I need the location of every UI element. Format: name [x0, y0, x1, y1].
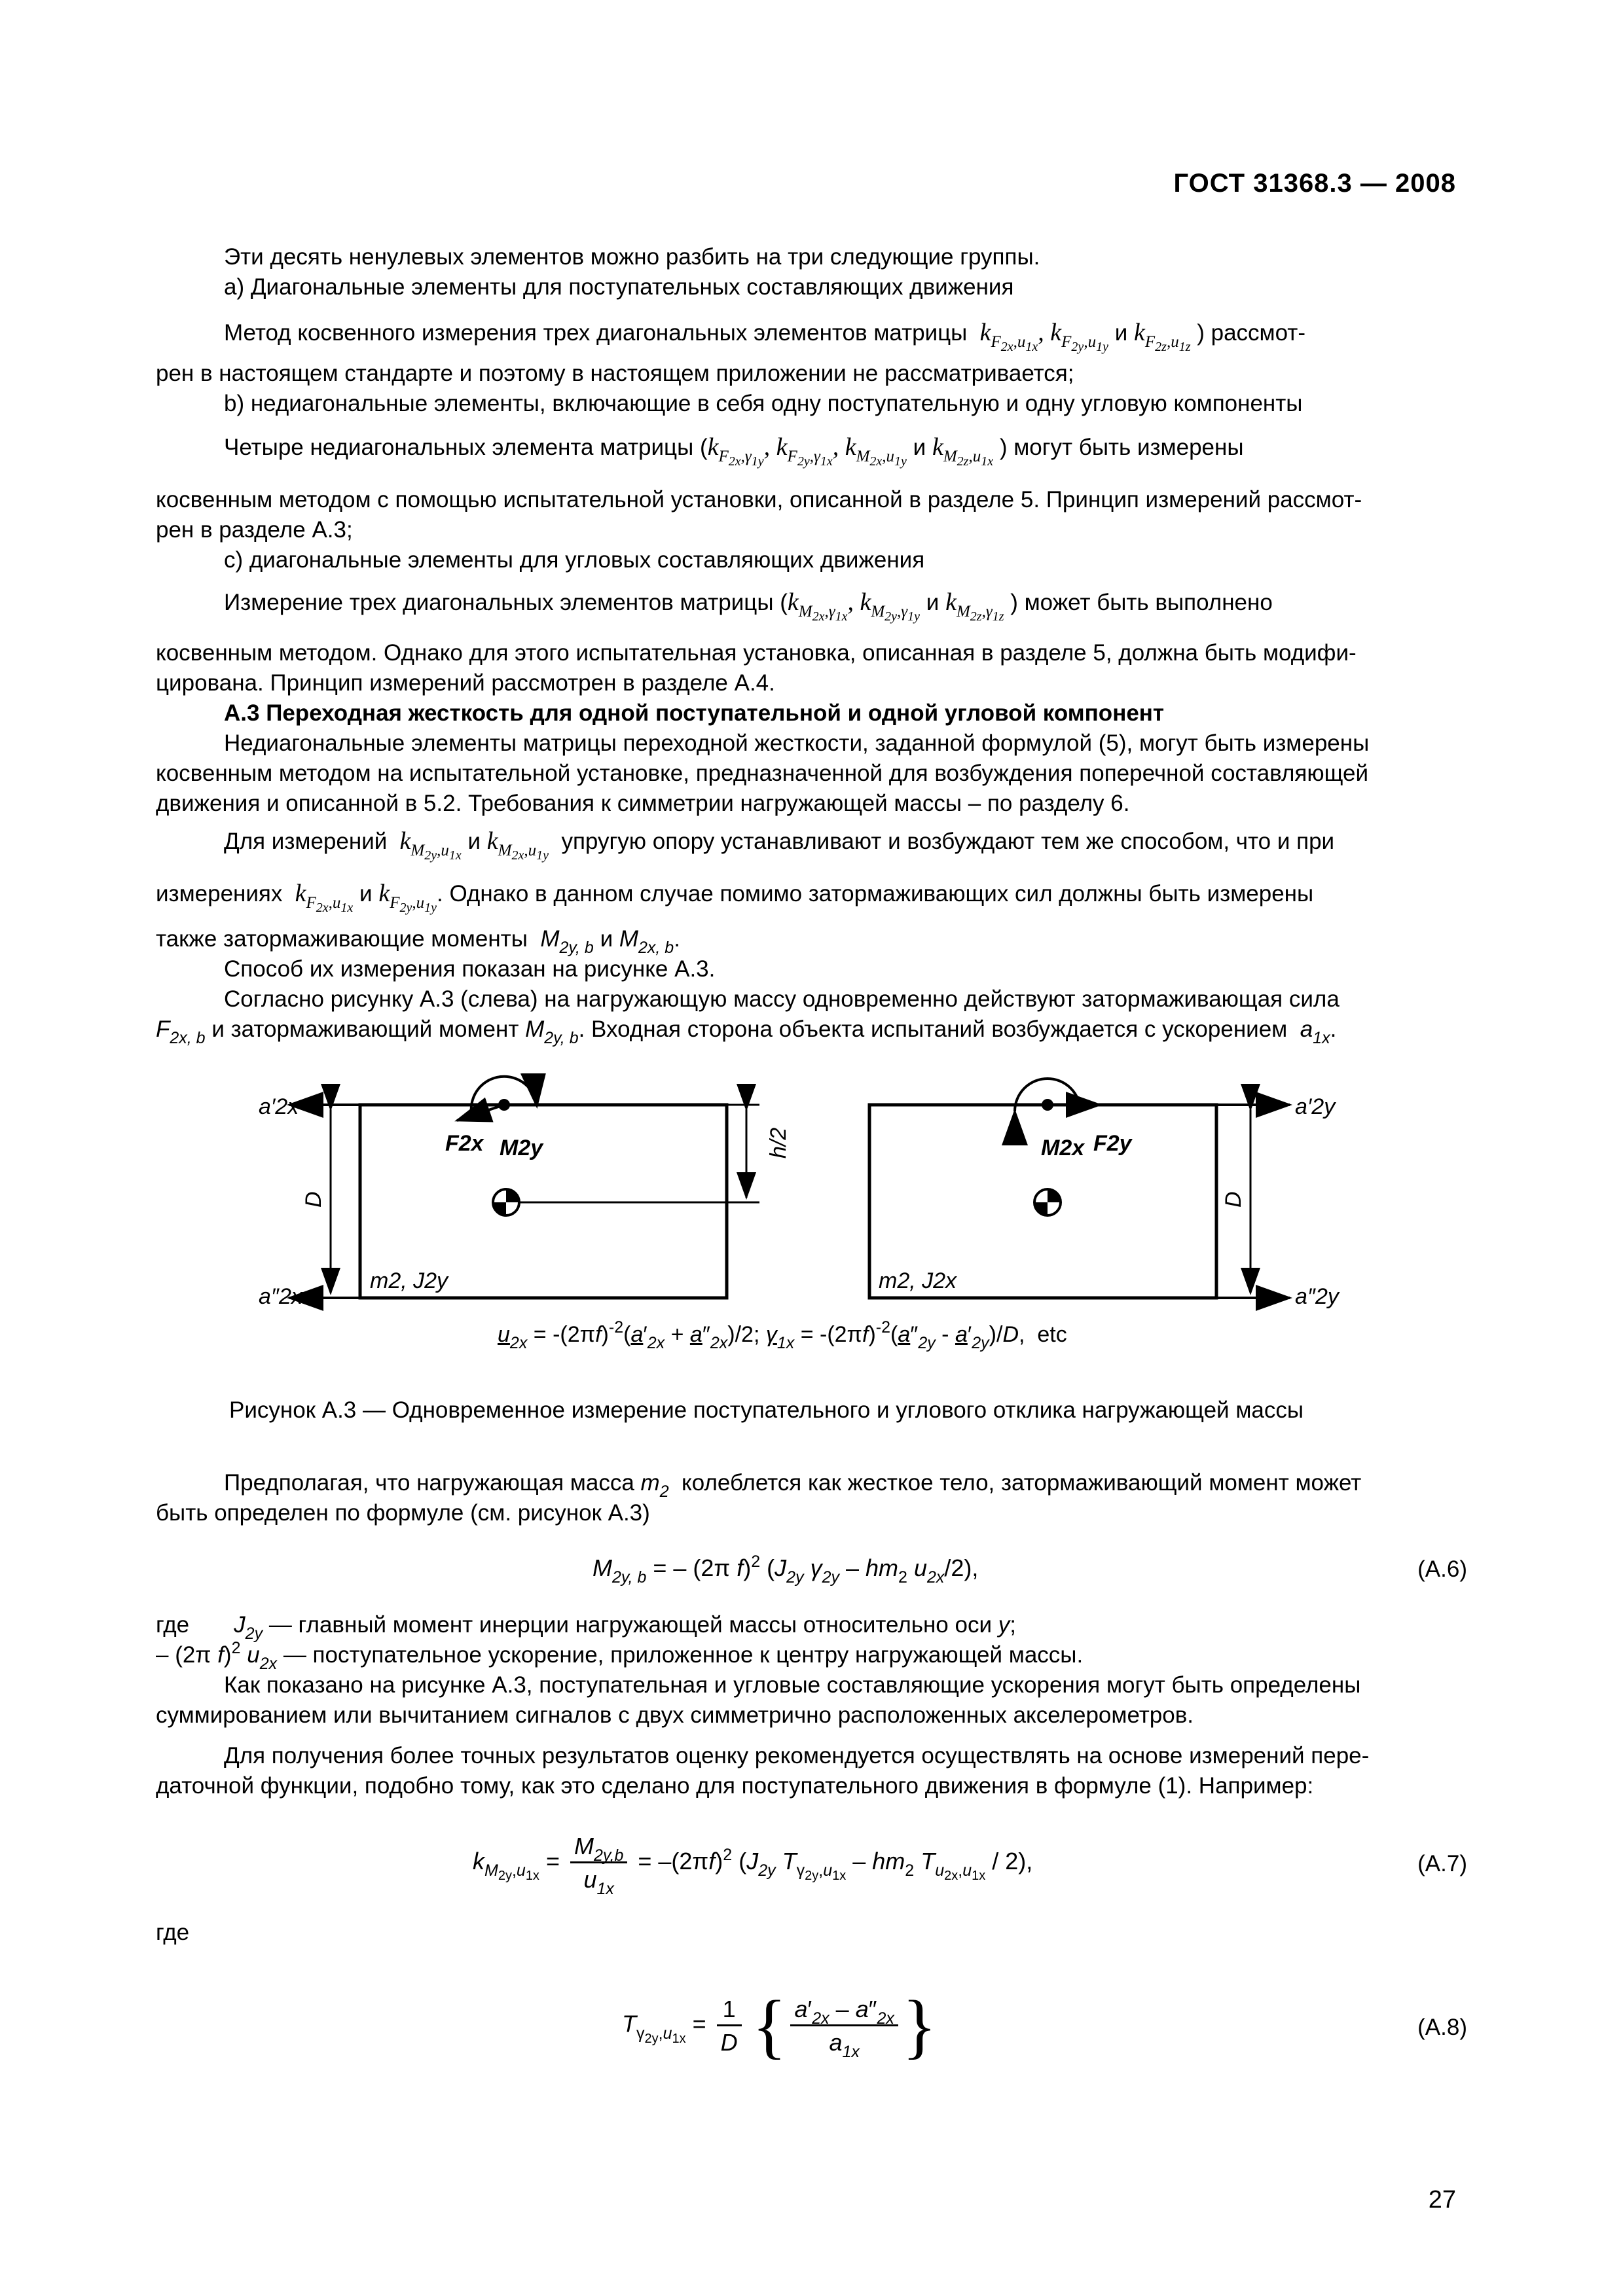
- equation-a7: $k_{M_{2y},u_{1x}}$ = $\frac{M_{2y,b}}{u_{1x}}$ = $-(2\pi f)^2$ ($J_{2y}$ $T_{\gamma_{2y},u_{1x}} - hm_2$ $T_{u_{2x},u_{1x}} / 2$),: [473, 1833, 1033, 1898]
- paragraph-line: суммированием или вычитанием сигналов с двух симметрично расположенных акселерометров.: [156, 1702, 1194, 1728]
- paragraph-line: косвенным методом. Однако для этого испытательная установка, описанная в разделе 5, должна быть модифи-: [156, 640, 1357, 666]
- paragraph-line: Для измерений $k_{M_{2y},u_{1x}}$ и $k_{M_{2x},u_{1y}}$ упругую опору устанавливают и возбуждают тем же способом, что и при: [224, 827, 1335, 863]
- paragraph-line: также затормаживающие моменты $M_{2y, b}$ и $M_{2x, b}$.: [156, 926, 680, 957]
- paragraph-line: Недиагональные элементы матрицы переходной жесткости, заданной формулой (5), могут быть измерены: [224, 730, 1370, 756]
- paragraph-line: быть определен по формуле (см. рисунок А.3): [156, 1500, 650, 1526]
- paragraph-line: Как показано на рисунке А.3, поступательная и угловые составляющие ускорения могут быть определены: [224, 1672, 1361, 1698]
- right-mass-diagram: [869, 1079, 1290, 1298]
- center-of-mass-icon: [493, 1189, 519, 1215]
- paragraph: Эти десять ненулевых элементов можно разбить на три следующие группы.: [224, 244, 1040, 270]
- paragraph-line: цирована. Принцип измерений рассмотрен в разделе А.4.: [156, 670, 775, 696]
- paragraph-line: Измерение трех диагональных элементов матрицы ($k_{M_{2x},\gamma_{1x}}$, $k_{M_{2y},\gamma_{1y}}$ и $k_{M_{2z},\gamma_{1z}}$ ) может быть выполнено: [224, 588, 1273, 624]
- label-h2: h/2: [766, 1127, 791, 1158]
- label-mass-left: m2, J2y: [370, 1268, 448, 1293]
- paragraph-line: косвенным методом с помощью испытательной установки, описанной в разделе 5. Принцип измерений рассмот-: [156, 487, 1362, 512]
- paragraph-line: Согласно рисунку А.3 (слева) на нагружающую массу одновременно действуют затормаживающая сила: [224, 986, 1340, 1012]
- definition-line: где $J_{2y}$ — главный момент инерции нагружающей массы относительно оси y;: [156, 1612, 1016, 1643]
- document-id: ГОСТ 31368.3 — 2008: [1173, 169, 1456, 198]
- paragraph-line: Метод косвенного измерения трех диагональных элементов матрицы $k_{F_{2x},u_{1x}}$, $k_{F_{2y},u_{1y}}$ и $k_{F_{2z},u_{1z}}$ ) рассмот-: [224, 319, 1305, 354]
- equation-number: (A.7): [1417, 1851, 1467, 1876]
- paragraph-line: Для получения более точных результатов оценку рекомендуется осуществлять на основе измерений пере-: [224, 1743, 1370, 1768]
- figure-equation: $u_{2x} = -(2\pi f)^{-2}(a'_{2x} + a''_{2x})/2$; $\gamma_{1x} = -(2\pi f)^{-2}(a''_{2y} - a'_{2y})/D$, etc: [498, 1318, 1067, 1352]
- paragraph-line: рен в настоящем стандарте и поэтому в настоящем приложении не рассматривается;: [156, 361, 1074, 386]
- paragraph-line: косвенным методом на испытательной установке, предназначенной для возбуждения поперечной составляющей: [156, 761, 1368, 786]
- paragraph-line: измерениях $k_{F_{2x},u_{1x}}$ и $k_{F_{2y},u_{1y}}$. Однако в данном случае помимо затормаживающих сил должны быть измерены: [156, 880, 1314, 915]
- label-moment-right: M2x: [1041, 1136, 1085, 1160]
- equation-number: (A.8): [1417, 2015, 1467, 2040]
- paragraph-line: рен в разделе А.3;: [156, 517, 353, 543]
- section-heading: А.3 Переходная жесткость для одной поступательной и одной угловой компонент: [224, 700, 1165, 726]
- label-a2x-top: a′2x: [259, 1094, 299, 1119]
- label-force-right: F2y: [1093, 1131, 1132, 1156]
- center-of-mass-icon: [1034, 1189, 1061, 1215]
- label-a2y-top: a′2y: [1295, 1094, 1336, 1119]
- paragraph-line: где: [156, 1920, 190, 1945]
- list-item-a: a) Диагональные элементы для поступательных составляющих движения: [224, 274, 1014, 300]
- label-d-right: D: [1221, 1191, 1246, 1208]
- left-mass-diagram: [289, 1077, 759, 1298]
- list-item-c: c) диагональные элементы для угловых составляющих движения: [224, 547, 925, 573]
- equation-a8: $T_{\gamma_{2y},u_{1x}}$ = $\frac{1}{D}$ { $\frac{a'_{2x} - a''_{2x}}{a_{1x}}$ }: [622, 1986, 937, 2066]
- page-number: 27: [1428, 2186, 1456, 2214]
- paragraph-line: даточной функции, подобно тому, как это сделано для поступательного движения в формуле (1). Например:: [156, 1773, 1314, 1799]
- paragraph-line: Способ их измерения показан на рисунке А.3.: [224, 956, 716, 982]
- label-d-left: D: [301, 1191, 326, 1208]
- label-a2x-bottom: a″2x: [259, 1284, 302, 1309]
- paragraph-line: движения и описанной в 5.2. Требования к симметрии нагружающей массы – по разделу 6.: [156, 791, 1130, 816]
- label-moment-left: M2y: [500, 1136, 543, 1160]
- equation-number: (A.6): [1417, 1556, 1467, 1582]
- label-mass-right: m2, J2x: [879, 1268, 957, 1293]
- label-force-left: F2x: [445, 1131, 484, 1156]
- definition-line: – (2π f)$^2$ $u_{2x}$ — поступательное ускорение, приложенное к центру нагружающей массы.: [156, 1639, 1084, 1673]
- paragraph-line: Предполагая, что нагружающая масса $m_2$ колеблется как жесткое тело, затормаживающий момент может: [224, 1470, 1362, 1501]
- list-item-b: b) недиагональные элементы, включающие в себя одну поступательную и одну угловую компоненты: [224, 391, 1303, 416]
- paragraph-line: Четыре недиагональных элемента матрицы ($k_{F_{2x},\gamma_{1y}}$, $k_{F_{2y},\gamma_{1x}}$, $k_{M_{2x},u_{1y}}$ и $k_{M_{2z},u_{1x}}$ ) могут быть измерены: [224, 433, 1244, 469]
- label-a2y-bottom: a″2y: [1295, 1284, 1339, 1309]
- paragraph-line: $F_{2x, b}$ и затормаживающий момент $M_{2y, b}$. Входная сторона объекта испытаний возбуждается с ускорением $a_{1x}$.: [156, 1016, 1337, 1047]
- figure-caption: Рисунок А.3 — Одновременное измерение поступательного и углового отклика нагружающей массы: [229, 1397, 1304, 1423]
- equation-a6: $M_{2y, b}$ = – (2π f)$^2$ ($J_{2y}$ $\gamma_{2y} - hm_2$ $u_{2x}/2$),: [593, 1552, 979, 1587]
